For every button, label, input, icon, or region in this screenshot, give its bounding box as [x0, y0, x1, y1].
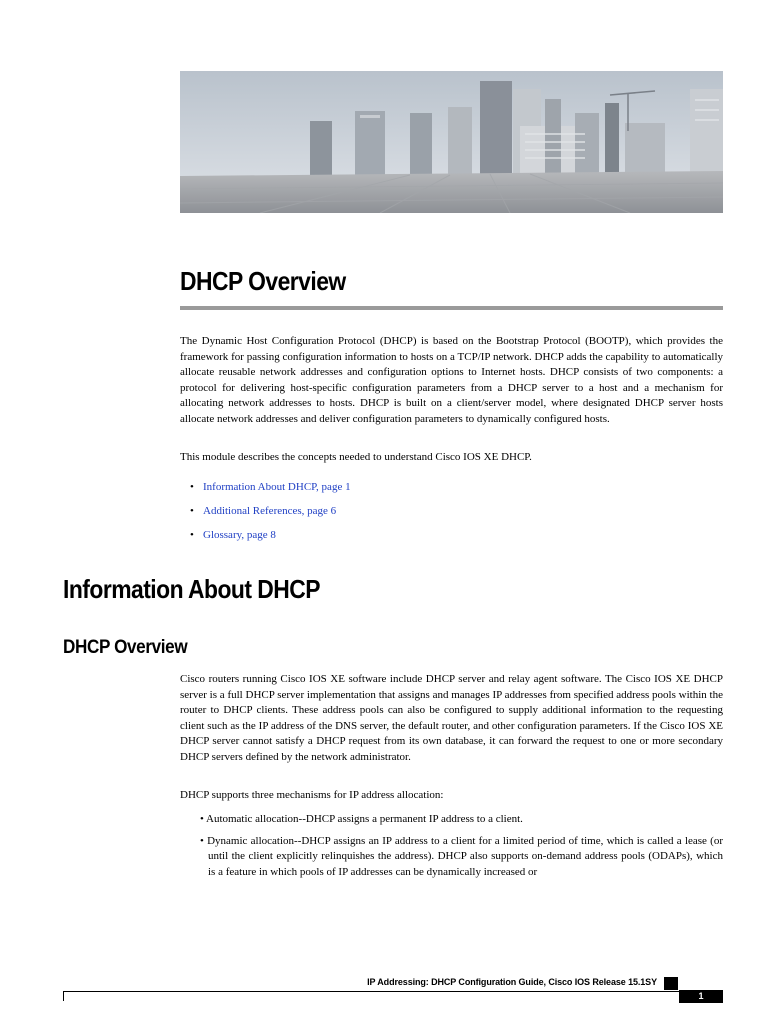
overview-paragraph: Cisco routers running Cisco IOS XE software include DHCP server and relay agent software. The Cisco IOS XE DHCP server is a full DHCP server implementation that assigns and manages IP addresses from specified address pools within the router to DHCP clients. These address pools can also be configured to supply additional information to the requesting client such as the IP address of the DNS server, the default router, and other configuration parameters. If the Cisco IOS XE DHCP server cannot satisfy a DHCP request from its own database, it can forward the request to one or more secondary DHCP servers defined by the network administrator.: [180, 673, 723, 763]
footer-tick: [63, 991, 64, 1001]
title-divider: [180, 306, 723, 310]
module-description: This module describes the concepts needed to understand Cisco IOS XE DHCP.: [180, 451, 532, 463]
toc-link-list: [190, 479, 351, 551]
header-city-image: [180, 71, 723, 213]
intro-paragraph: The Dynamic Host Configuration Protocol (DHCP) is based on the Bootstrap Protocol (BOOTP), which provides the framework for passing configuration information to hosts on a TCP/IP network. DHCP adds the capability to automatically allocate reusable network addresses and configuration options to Internet hosts. DHCP consists of two components: a protocol for delivering host-specific configuration parameters from a DHCP server to a host and a mechanism for allocating network addresses to hosts. DHCP is built on a client/server model, where designated DHCP server hosts allocate network addresses and deliver configuration parameters to dynamically configured hosts.: [180, 335, 723, 425]
bullet: •: [190, 505, 194, 517]
link-glossary[interactable]: Glossary, page 8: [203, 529, 276, 541]
list-item: [190, 527, 351, 551]
subsection-heading: DHCP Overview: [63, 637, 188, 658]
link-additional-references[interactable]: Additional References, page 6: [203, 505, 337, 517]
bullet: •: [190, 481, 194, 493]
list-item: [190, 503, 351, 527]
footer-marker: [664, 977, 678, 990]
section-heading: Information About DHCP: [63, 574, 320, 604]
bullet: •: [190, 529, 194, 541]
page-title: DHCP Overview: [180, 266, 346, 296]
allocation-bullet-list: [200, 812, 723, 886]
link-information-about-dhcp[interactable]: Information About DHCP, page 1: [203, 481, 351, 493]
list-item: [190, 479, 351, 503]
allocation-intro: DHCP supports three mechanisms for IP address allocation:: [180, 789, 444, 801]
footer-guide-title: IP Addressing: DHCP Configuration Guide, Cisco IOS Release 15.1SY: [367, 977, 657, 987]
list-item: • Dynamic allocation--DHCP assigns an IP address to a client for a limited period of time, which is called a lease (or until the client explicitly relinquishes the address). DHCP also supports on-demand address pools (ODAPs), which is a feature in which pools of IP addresses can be dynamically increased or: [200, 834, 723, 878]
page-number: 1: [679, 990, 723, 1003]
footer-rule: [63, 991, 679, 992]
list-item: • Automatic allocation--DHCP assigns a permanent IP address to a client.: [200, 813, 523, 825]
